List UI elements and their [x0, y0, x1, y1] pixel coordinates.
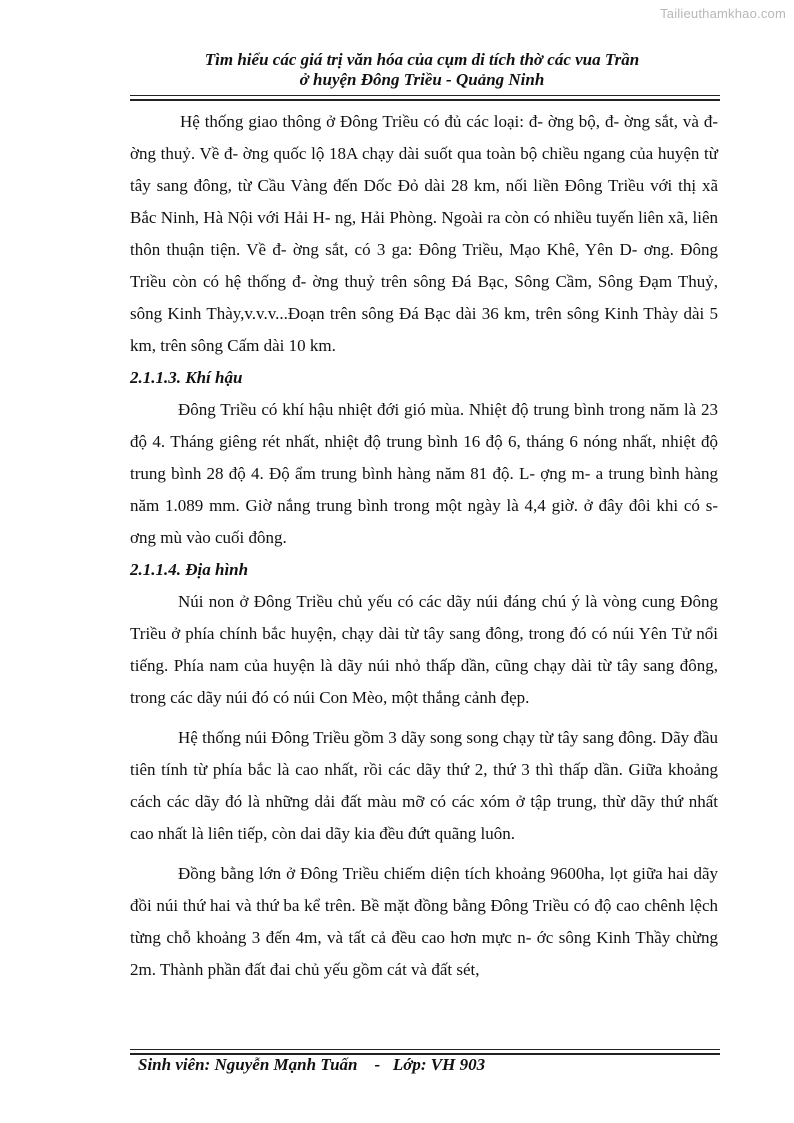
- paragraph-terrain-1: Núi non ở Đông Triều chủ yếu có các dãy núi đáng chú ý là vòng cung Đông Triều ở phía chính bắc huyện, chạy dài từ tây sang đông, trong đó có núi Yên Tử nổi tiếng. Phía nam của huyện là dãy núi nhỏ thấp dần, cũng chạy dài từ tây sang đông, trong các dãy núi đó có núi Con Mèo, một thắng cảnh đẹp.: [130, 592, 718, 707]
- paragraph-gap: [130, 714, 718, 722]
- page-footer: Sinh viên: Nguyễn Mạnh Tuấn - Lớp: VH 903: [138, 1055, 486, 1074]
- header-divider-thick: [130, 99, 720, 101]
- page-header: [130, 50, 714, 90]
- paragraph-terrain-3: Đồng bằng lớn ở Đông Triều chiếm diện tích khoảng 9600ha, lọt giữa hai dãy đồi núi thứ hai và thứ ba kể trên. Bề mặt đồng bằng Đông Triều có độ cao chênh lệch từng chỗ khoảng 3 đến 4m, và tất cả đều cao hơn mực n- ớc sông Kinh Thầy chừng 2m. Thành phần đất đai chủ yếu gồm cát và đất sét,: [130, 864, 718, 979]
- header-title-line1: Tìm hiểu các giá trị văn hóa của cụm di tích thờ các vua Trần: [204, 50, 640, 69]
- section-heading-terrain: 2.1.1.4. Địa hình: [130, 560, 249, 579]
- watermark: Tailieuthamkhao.com: [660, 6, 786, 21]
- paragraph-climate: Đông Triều có khí hậu nhiệt đới gió mùa. Nhiệt độ trung bình trong năm là 23 độ 4. Tháng giêng rét nhất, nhiệt độ trung bình 16 độ 6, tháng 6 nóng nhất, nhiệt độ trung bình 28 độ 4. Độ ẩm trung bình hàng năm 81 độ. L- ợng m- a trung bình hàng năm 1.089 mm. Giờ nắng trung bình trong một ngày là 4,4 giờ. ở đây đôi khi có s- ơng mù vào cuối đông.: [130, 400, 718, 547]
- paragraph-transport: Hệ thống giao thông ở Đông Triều có đủ các loại: đ- ờng bộ, đ- ờng sắt, và đ- ờng thuỷ. Về đ- ờng quốc lộ 18A chạy dài suốt qua toàn bộ chiều ngang của huyện từ tây sang đông, từ Cầu Vàng đến Dốc Đỏ dài 28 km, nối liền Đông Triều với thị xã Bắc Ninh, Hà Nội với Hải H- ng, Hải Phòng. Ngoài ra còn có nhiều tuyến liên xã, liên thôn thuận tiện. Về đ- ờng sắt, có 3 ga: Đông Triều, Mạo Khê, Yên D- ơng. Đông Triều còn có hệ thống đ- ờng thuỷ trên sông Đá Bạc, Sông Cầm, Sông Đạm Thuỷ, sông Kinh Thày,v.v.v...Đoạn trên sông Đá Bạc dài 36 km, trên sông Kinh Thày dài 5 km, trên sông Cấm dài 10 km.: [130, 112, 718, 355]
- footer-divider: [130, 1049, 720, 1050]
- header-title-line2: ở huyện Đông Triều - Quảng Ninh: [299, 70, 545, 89]
- paragraph-terrain-2: Hệ thống núi Đông Triều gồm 3 dãy song song chạy từ tây sang đông. Dãy đầu tiên tính từ phía bắc là cao nhất, rồi các dãy thứ 2, thứ 3 thì thấp dần. Giữa khoảng cách các dãy đó là những dải đất màu mỡ có các xóm ở tập trung, thừ dãy thứ nhất cao nhất là liên tiếp, còn dai dãy kia đều đứt quãng luôn.: [130, 728, 718, 843]
- paragraph-gap: [130, 850, 718, 858]
- section-heading-climate: 2.1.1.3. Khí hậu: [130, 368, 243, 387]
- header-divider: [130, 95, 720, 96]
- document-body: [130, 106, 718, 986]
